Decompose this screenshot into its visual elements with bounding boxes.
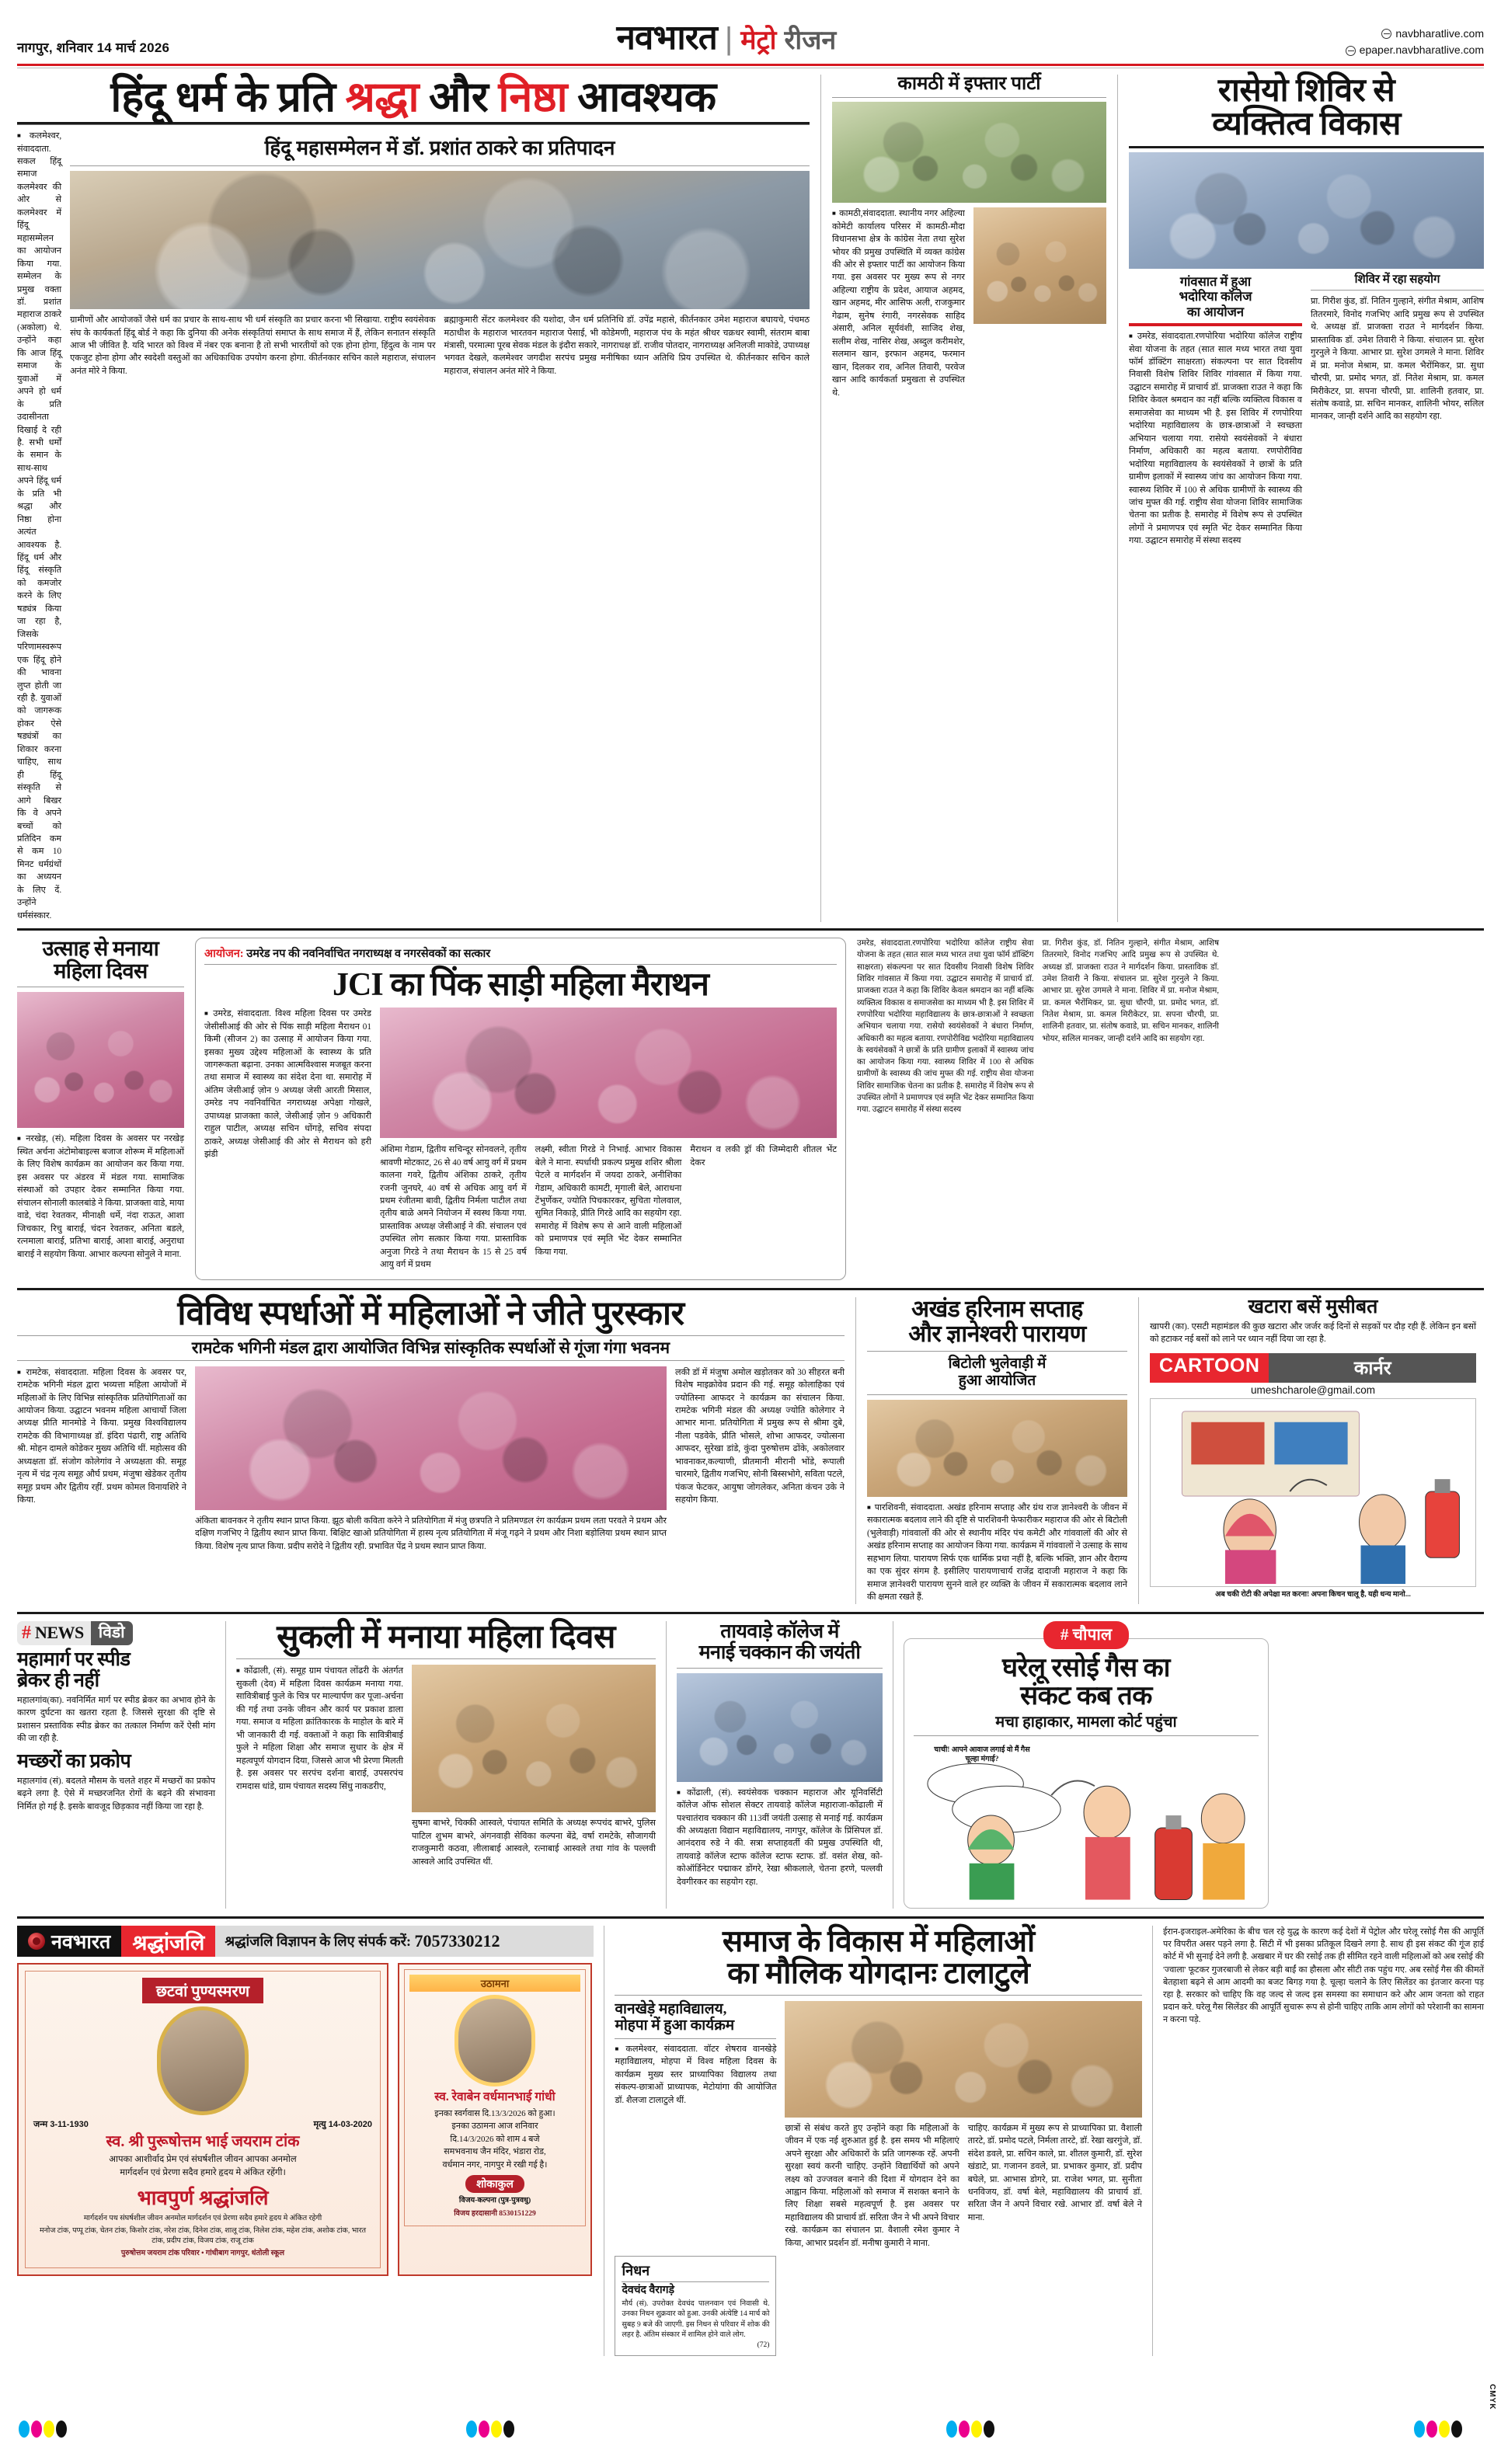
khatara-headline: खटारा बसें मुसीबत [1248, 1296, 1378, 1317]
obit1-family: मनोज टांक, पप्पू टांक, चेतन टांक, किशोर टांक, नरेश टांक, दिनेश टांक, शालू टांक, निलेश टांक, महेश टांक, अशोक टांक, भारत टांक, प्रदीप टांक, विजय टांक, राजू टांक [39, 2226, 367, 2246]
tayawade-photo [677, 1673, 883, 1782]
lead-col3-text: ब्रह्माकुमारी सेंटर कलमेश्वर की यशोदा, जैन धर्म प्रतिनिधि डॉ. उपेंद्र महासे, कीर्तनकार उमेश महाराज बघायचे, पंचमठ मठाधीश के महाराज भारतवन महाराज पेसाई, भी कोडेमणी, महाराज पंच के महंत श्रीधर चक्रधर स्वामी, संतराम बाबा मंत्रासी, परमात्मा पूरब सेवक मंडल के इंदौरा सकारे, नागराधक्ष डॉ. राजीव पोतदार, नागराध्यक्ष अनिलजी माकोडे, उपाध्यक्ष भगवत देखले, कलमेश्वर जगदीश सरपंच प्रमुख मनीषिका ध्यान अतिथि प्रिय उपस्थित थे. कीर्तनकार सचिन काले महाराज, संचालन अनंत मोरे ने किया. [444, 315, 810, 376]
yellow-dot [971, 2420, 982, 2438]
obit1-ribbon: छटवां पुण्यस्मरण [142, 1978, 263, 2003]
tayawade-story [677, 1621, 883, 1909]
tayawade-headline-l2: मनाई चक्कान की जयंती [698, 1642, 861, 1664]
kamathi-photo [832, 102, 1106, 203]
samaj-sub-l1: वानखेड़े महाविद्यालय, [615, 2000, 727, 2017]
cyan-dot [946, 2420, 957, 2438]
masthead-websites [1346, 26, 1484, 59]
magenta-dot [31, 2420, 42, 2438]
shraddhanjali-section [17, 1926, 594, 2356]
khatara-body: खापरी (का). एसटी महामंडल की कुछ खटारा और जर्जर कई दिनों से सड़कों पर दौड़ रही हैं. लेकिन इन बसों को हटाकर नई बसों को लाने पर ध्यान नहीं दिया जा रहा है. [1150, 1321, 1476, 1345]
lead-headline [17, 75, 810, 122]
black-dot [56, 2420, 67, 2438]
cartoon-artwork [1150, 1398, 1476, 1587]
video-label: विडो [91, 1621, 133, 1645]
rose-icon [28, 1933, 45, 1950]
utsah-headline-line2: महिला दिवस [54, 959, 148, 983]
masthead-rule-red [17, 64, 1484, 66]
shraddhanjali-logo [17, 1926, 121, 1957]
jci-col2: अंशिमा गेडाम, द्वितीय सचिन्दूर सोनवलने, तृतीय श्रावणी मोटकाट, 26 से 40 वर्ष आयु वर्ग में प्रथम कालना गवरे, द्वितीय अंशिका ठाकरे, तृतीय रजनी जुनघरे, 40 वर्ष से अधिक आयु वर्ग में प्रथम रंजीतमा बावी, द्वितीय निर्मला पाटील तथा तृतीय बाळे अमने नियोजन में स्वस्थ किया गया. प्रास्ताविक अध्यक्ष जेसीआई ने की. संचालन एवं उपस्थित लोग सत्कार किया गया. प्रास्ताविक अनुजा गिरडे ने तथा मैराथन के 15 से 25 वर्ष आयु वर्ग में प्रथम [380, 1145, 527, 1270]
rsso-story [1129, 75, 1484, 922]
obit2-org: विजय हरदासानी 8530151229 [454, 2209, 536, 2218]
masthead [17, 11, 1484, 59]
akhand-story [867, 1297, 1127, 1604]
vividh-col2: अंकिता बावनकर ने तृतीय स्थान प्राप्त किया. झूठ बोली कविता करेने ने प्रतियोगिता में मंजु छत्रपति ने प्रतिमण्डल रंग कार्यक्रम प्रथम लता परवते ने प्रथम और दक्षिण गजभिए ने द्वितीय स्थान प्राप्त किया. बिक्षिट खाओ प्रतियोगिता में हास्य नृत्य प्रतियोगिता में मंजू गढ़ने ने प्रथम और निशा बड़ोलिया प्रथम स्थान प्राप्त किया. विशेष नृत्य प्राप्त किया. प्रदीप सरोदे ने द्वितीय रही. प्रभावित पेंद्र ने प्रथम स्थान प्राप्त किया. [195, 1516, 667, 1551]
samaj-story [615, 1926, 1142, 2356]
chaupal-section [904, 1621, 1269, 1909]
dateline: नागपुर, शनिवार 14 मार्च 2026 [17, 40, 170, 55]
cmyk-registration-row [0, 2383, 1501, 2438]
news-item1-body: महालगांव(का). नवनिर्मित मार्ग पर स्पीड ब्रेकर का अभाव होने के कारण दुर्घटना का खतरा रहता है. जिससे सुरक्षा की दृष्टि से प्रशासन प्रस्ताविक स्पीड ब्रेकर का तत्काल निर्माण करें ऐसी मांग की जा रही है. [17, 1695, 215, 1743]
obit2-family: विजय-कल्पना (पुत्र-पुत्रवधु) [458, 2197, 531, 2205]
yellow-dot [491, 2420, 502, 2438]
news-item1-title-l2: ब्रेकर ही नहीं [17, 1670, 99, 1692]
vividh-subheadline: रामटेक भगिनी मंडल द्वारा आयोजित विभिन्न सांस्कृतिक स्पर्धाओं से गूंजा गंगा भवनम [191, 1338, 670, 1357]
obit1-line2: मार्गदर्शन एवं प्रेरणा सदैव हमारे हृदय मे अंकित रहेंगी। [120, 2168, 286, 2178]
vividh-photo [195, 1366, 667, 1510]
vividh-headline: विविध स्पर्धाओं में महिलाओं ने जीते पुरस्कार [177, 1295, 684, 1332]
masthead-logo [617, 12, 837, 59]
cartoon-email[interactable]: umeshcharole@gmail.com [1250, 1383, 1376, 1396]
rsso-continuation [857, 938, 1219, 1280]
section-divider-2 [17, 1288, 1484, 1290]
shraddhanjali-contact [215, 1926, 594, 1957]
jci-col1: ■ उमरेड, संवाददाता. विश्व महिला दिवस पर उमरेड जेसीसीआई की ओर से पिंक साड़ी महिला मैराथन 01 किमी (सीजन 2) का उत्साह में आयोजन किया गया. इसका मुख्य उद्देश्य महिलाओं के स्वास्थ्य के प्रति जागरूकता बढ़ाना. उनका आत्मविश्वास मजबूत करना तथा समाज में स्वास्थ्य का संदेश देना था. समारोह में अंतिम जेसीआई ज़ोन 9 अध्यक्ष जेसी आरती मिसाल, उमरेड नप नवनिर्वाचित नगराध्यक्ष अपेक्षा गोखले, उपाध्यक्ष प्राजक्ता काले, जेसीआई ज़ोन 9 अधिकारी राहुल पाटील, अध्यक्ष सचिन धोंगड़े, सचिव संपदा ठाकरे, अध्यक्ष जेसीआई की ओर से मैराथन को हरी झंडी [204, 1008, 371, 1161]
cartoon-label-en: CARTOON [1150, 1353, 1269, 1383]
jci-col3: लक्ष्मी, स्वीता गिरडे ने निभाई. आभार विकास बेले ने माना. स्पर्धाथी प्रकल्प प्रमुख शशिर श्रीला पेटले व मार्गदर्शन में जयदा ठाकरे, अनीशिका गेडाम, अधिकारी कामटी, मृगाली बेले, आराधना टेंभुर्णेकर, ज्योति पिचकारकर, सुचिता गोलवाल, सुमित निकाड़े, प्रीति गिरडे आदि का सहयोग रहा. समारोह में विशेष रूप से आने वाली महिलाओं को प्रमाणपत्र एवं स्मृति भेंट देकर सम्मानित किया गया. [535, 1145, 682, 1257]
utsah-body: ■ नरखेड़, (सं). महिला दिवस के अवसर पर नरखेड़ स्थित अर्चना अंटोमोबाइल्स बजाज शोरूम में महिलाओं के लिए विशेष कार्यक्रम का आयोजन कर किया गया. इस अवसर पर अंडरव में मंडल गया. सामाजिक संस्थाओं को उपहार देकर सम्मानित किया गया. संचालन सोनाली कालबांडे ने किया. प्राजक्ता वाडे, माया वाडे, चंदा रेवतकर, मीनाक्षी धर्मे, नंदा राऊत, आशा जिचकार, रिचु बाराई, चंदन रेवतकर, अनिता बडले, रत्नमाला बाराई, प्रतिभा बाराई, आशा बाराई, अनुराधा बाराई ने सहयोग किया. आभार कल्पना सोनुले ने माना. [17, 1133, 184, 1261]
obit2-portrait [454, 1995, 535, 2086]
shraddhanjali-contact-phone[interactable]: 7057330212 [414, 1931, 500, 1951]
masthead-title-region: रीजन [784, 26, 837, 55]
kamathi-story [832, 75, 1106, 922]
lead-headline-part1: हिंदू धर्म के प्रति [110, 74, 346, 120]
akhand-body: ■ पारशिवनी, संवाददाता. अखंड हरिनाम सप्ताह और ग्रंथ राज ज्ञानेश्वरी के जीवन में सकारात्मक बदलाव लाने की दृष्टि से पारशिवनी फेफारीकर महाराज की ओर से बिटोली (भुलेवाड़ी) गांववालों की ओर से स्थानीय मंदिर पंच कमेटी और गांववालों की ओर से अखंड हरिनाम सप्ताह का आयोजन किया गया. कार्यक्रम में गांववालों ने उत्साह के साथ सहभाग लिया. पारायण सिर्फ एक धार्मिक प्रथा नहीं है, बल्कि भक्ति, ज्ञान और वैराग्य का एक सुंदर संगम है. इसीलिए पारायणाचार्य राजेंद्र दादाजी महाराज ने कहा कि समाज ज्ञानेश्वरी पारायण सुनने वाले हर व्यक्ति के जीवन में सकारात्मक बदलाव लाने की क्षमता रखते हैं. [867, 1502, 1127, 1604]
second-row [17, 938, 1484, 1280]
chaupal-headline-l1: घरेलू रसोई गैस का [1002, 1653, 1170, 1683]
kamathi-kicker: कामठी में इफ्तार पार्टी [897, 74, 1041, 94]
website-epaper[interactable]: epaper.navbharatlive.com [1359, 44, 1484, 57]
website-main[interactable]: navbharatlive.com [1395, 26, 1484, 40]
vividh-col1: ■ रामटेक, संवाददाता. महिला दिवस के अवसर पर, रामटेक भगिनी मंडल द्वारा भव्यत्ता महिला आयोजों में महिलाओं के लिए विभिन्न सांस्कृतिक प्रतियोगिताओं का आयोजन किया. उद्घाटन भवनम महिला आचार्यो जिला अध्यक्ष प्रीति मानमोडे ने किया. प्रमुख विश्वविद्यालय रामटेक की विभागाध्यक्ष डॉ. इंदिरा पंढारी, राष्ट्र अतिथि श्री. मोहन दामले कोडेकर मुख्य अतिथि थीं. महोत्सव की अध्यक्षता डॉ. संजोग कोलेगांव ने अध्यक्षता की. समूह नृत्य में चंद्र नृत्य समूह और्घ प्रथम, मंजुषा खेडेकर तृतीय समूह प्रथम और द्वितीय रहीं. प्रथम कोमल विनायशिरे ने किया. [17, 1366, 186, 1507]
shraddhanjali-bar [17, 1926, 594, 1957]
masthead-title-main: नवभारत [616, 19, 717, 57]
akhand-headline-line2: और ज्ञानेश्वरी पारायण [908, 1321, 1086, 1347]
news-video-badge[interactable] [17, 1621, 133, 1645]
rsso-sub-left-2: भदोरिया कॉलेज [1179, 289, 1252, 305]
cartoon-corner [1150, 1353, 1476, 1600]
utsah-headline-line1: उत्साह से मनाया [42, 937, 159, 961]
sukli-photo [412, 1665, 656, 1812]
jci-kicker-label: आयोजन: [204, 948, 244, 961]
obit2-ribbon: शोकाकुल [465, 2175, 524, 2193]
chaupal-pill: # चौपाल [1043, 1621, 1129, 1649]
shraddhanjali-contact-text: श्रद्धांजलि विज्ञापन के लिए संपर्क करें: [225, 1933, 411, 1950]
globe-icon [1346, 46, 1356, 56]
news-video-box [17, 1621, 215, 1909]
obituary-1 [17, 1963, 388, 2276]
black-dot [1451, 2420, 1462, 2438]
yellow-dot [1439, 2420, 1450, 2438]
jci-kicker-text: उमरेड नप की नवनिर्वाचित नगराध्यक्ष व नगरसेवकों का सत्कार [243, 948, 491, 961]
rsso-photo [1129, 152, 1484, 269]
obit1-death: मृत्यु 14-03-2020 [313, 2120, 372, 2130]
chaupal-speech-bubble: चाची! आपने आवाज लगाई वो मैं गैस चूल्हा मंगाई? [934, 1746, 1030, 1764]
yellow-dot [44, 2420, 54, 2438]
rsso-col-left: ■ उमरेड, संवाददाता.रणपोरिया भदोरिया कॉलेज राष्ट्रीय सेवा योजना के तहत (सात साल मध्य भारत तथा युवा फॉर्म डॉक्टिंग साक्षरता) संकल्पना पर सात दिवसीय निवासी विशेष शिविर शिविर गांवसात में किया गया. उद्घाटन समारोह में प्राचार्य डॉ. प्राजक्ता राउत ने कहा कि शिविर केवल श्रमदान का नहीं बल्कि व्यक्तित्व विकास व समाजसेवा का माध्यम भी है. इस शिविर में रणपोरिया भदोरिया महाविद्यालय के छात्र-छात्राओं ने स्वच्छता अभियान चलाया गया. रासेयो स्वयंसेवकों ने बंधारा निर्माण, अधिकारी का महत्व बताया. रणपोरीविद्य भदोरिया महाविद्यालय के स्वयंसेवकों ने छात्रों के प्रति ग्रामीण इलाकों में स्वास्थ्य जांच का आयोजन किया गया. स्वास्थ्य शिविर में 100 से अधिक ग्रामीणों के स्वास्थ्य की जांच मुफ्त की गई. राष्ट्रीय सेवा योजना शिविर सामाजिक चेतना का प्रतीक है. समारोह में विशेष रूप से उपस्थित लोगों ने प्रमाणपत्र एवं स्मृति भेंट देकर सम्मानित किया गया. उद्घाटन समारोह में संस्था सदस्य [1129, 330, 1302, 548]
cyan-dot [19, 2420, 30, 2438]
kamathi-photo-2 [973, 207, 1106, 324]
globe-icon [1381, 29, 1391, 39]
lead-divider [17, 122, 810, 125]
cmyk-group-3 [946, 2420, 994, 2438]
obit1-footer-line: मार्गदर्शन पथ संघर्षशील जीवन अनमोल मार्गदर्शन एवं प्रेरणा सदैव हमारे हृदय मे अंकित रहेगी [83, 2214, 322, 2222]
obit2-top-label: उठामना [409, 1975, 580, 1992]
obit1-name: स्व. श्री पुरूषोत्तम भाई जयराम टांक [106, 2133, 300, 2151]
rsso-sub-left-3: का आयोजन [1186, 304, 1245, 319]
bottom-row [17, 1926, 1484, 2356]
akhand-sub-line1: बिटोली भुलेवाड़ी में [948, 1356, 1047, 1373]
rsso-cont-right: प्रा. गिरीश कुंड, डॉ. नितिन गुल्हाने, संगीत मेश्राम, आशिष तितरमारे, विनोद गजभिए आदि प्रमुख रूप से उपस्थित थे. अध्यक्ष डॉ. प्राजक्ता राउत ने मार्गदर्शन किया. प्रास्ताविक डॉ. उमेश तिवारी ने किया. संचालन प्रा. सुरेश गुरनुले ने किया. आभार प्रा. सुरेश उगमले ने माना. शिविर में प्रा. मनोज मेश्राम, प्रा. कमल भैरोंमिकर, प्रा. सुधा चौरपी, प्रा. प्रमोद भगत, डॉ. नितेश मेश्राम, प्रा. कमल मिरीकेटर, प्रा. सपना चौरपी, प्रा. शालिनी हतवार, प्रा. संतोष कवाडे, प्रा. सचिन मानकर, शालिनी भोयर, सलिल मानकर, जान्ही दर्शने आदि का सहयोग रहा. [1042, 939, 1219, 1043]
cartoon-svg [1151, 1399, 1475, 1586]
samaj-col2: छात्रों से संबंध करते हुए उन्होंने कहा कि महिलाओं के जीवन में एक नई शुरुआत हुई है. इस समय भी महिलाएं अपने सुरक्षा और अधिकारों के प्रति जागरूक रहें. अपनी सुरक्षा स्वयं करनी चाहिए. उन्होंने विद्यार्थियों को अपने लक्ष्य को उज्जवल बनाने की दिशा में योगदान देने का आह्वान किया. महिलाओं को समाज में सशक्त बनाने के लिए शिक्षा सबसे महत्वपूर्ण है. इस अवसर पर महाविद्यालय की प्राचार्य डॉ. सरिता जैन ने भी अपने विचार रखे. कार्यक्रम का संचालन प्रा. वैशाली रमेश कुमार ने किया, आभार प्रदर्शन डॉ. मनीषा कुमारी ने माना. [785, 2123, 959, 2248]
cyan-dot [1414, 2420, 1425, 2438]
tayawade-headline-l1: तायवाड़े कॉलेज में [720, 1620, 839, 1642]
lead-col2-text: ग्रामीणों और आयोजकों जैसे धर्म का प्रचार के साथ-साथ भी धर्म संस्कृति का प्रचार करना भी सिखाया. राष्ट्रीय स्वयंसेवक संघ के कार्यकर्ता हिंदू बोर्ड ने कहा कि दुनिया की अनेक संस्कृतियां समाप्त के साथ समाज में हैं, लेकिन सनातन संस्कृति आज भी जीवित है. यदि भारत को विश्व में नंबर एक बनाना है तो सभी भारतीयों को एक होना होगा, हिंदुत्व के नाम पर एकजुट होना होगा और स्वदेशी वस्तुओं का अधिकाधिक उपयोग करना होगा. कीर्तनकार सचिन काले महाराज, संचालन अनंत मोरे ने किया. [70, 315, 436, 376]
rsso-headline-line1: रासेयो शिविर से [1217, 73, 1395, 109]
rsso-col-right: प्रा. गिरीश कुंड, डॉ. नितिन गुल्हाने, संगीत मेश्राम, आशिष तितरमारे, विनोद गजभिए आदि प्रमुख रूप से उपस्थित थे. अध्यक्ष डॉ. प्राजक्ता राउत ने मार्गदर्शन किया. प्रास्ताविक डॉ. उमेश तिवारी ने किया. संचालन प्रा. सुरेश गुरनुले ने किया. आभार प्रा. सुरेश उगमले ने माना. शिविर में प्रा. मनोज मेश्राम, प्रा. कमल भैरोंमिकर, प्रा. सुधा चौरपी, प्रा. प्रमोद भगत, डॉ. नितेश मेश्राम, प्रा. कमल मिरीकेटर, प्रा. सपना चौरपी, प्रा. शालिनी हतवार, प्रा. संतोष कवाडे, प्रा. सचिन मानकर, शालिनी भोयर, सलिल मानकर, जान्ही दर्शने आदि का सहयोग रहा. [1311, 297, 1485, 422]
news-item2-title: मच्छरों का प्रकोप [17, 1751, 131, 1773]
obit1-birth: जन्म 3-11-1930 [33, 2120, 89, 2130]
cmyk-group-2 [466, 2420, 514, 2438]
cartoon-caption: अब चकी रोटी की अपेक्षा मत करना! अपना किचन चालू है, यही धन्य मानो... [1215, 1590, 1411, 1599]
magenta-dot [959, 2420, 970, 2438]
chaupal-body: ईरान-इजराइल-अमेरिका के बीच चल रहे युद्ध के कारण कई देशों में पेट्रोल और घरेलू रसोई गैस की आपूर्ति पर विपरीत असर पड़ने लगा है. सिटी में भी इसका प्रतिकूल दिखने लगा है. साथ ही इस संकट की गूंज हाई कोर्ट में भी सुनाई देने लगी है. अखबार में घर की रसोई तक ही सीमित रहने वाली महिलाओं को अब रसोई की 'ज्वाला' फूटकर गुजरबाजी से लेकर बड़ी बाईं का हौसला और सीटी तक पहुंच गए. अब रसोई गैस की कीमतें बेतहाशा बढ़ने से आम आदमी का बजट बिगड़ गया है. चूल्हा चलाने के लिए सिलेंडर का इंतजार करना पड़ रहा है. सरकार को चाहिए कि वह जल्द से जल्द इस समस्या का समाधान करे और आम जनता को राहत प्रदान करे. घरेलू गैस सिलेंडर की आपूर्ति सुचारू रूप से होनी चाहिए ताकि आम लोगों को परेशानी का सामना न करना पड़े. [1162, 1927, 1485, 2025]
section-divider-3 [17, 1612, 1484, 1614]
shraddhanjali-title: श्रद्धांजलि [121, 1926, 215, 1957]
nidhan-body: मौर्य (सं). उपरोक्त देवचंद पालनवान एवं निवासी थे. उनका निधन शुक्रवार को हुआ. उनकी अंत्येष्टि 14 मार्च को सुबह 9 बजे की जाएगी. इस निधन से परिवार में शोक की लहर है. अंतिम संस्कार में शामिल होने वाले लोग. [622, 2299, 770, 2339]
khatara-cartoon-col [1150, 1297, 1476, 1604]
masthead-title-metro: मेट्रो [740, 26, 777, 55]
black-dot [984, 2420, 994, 2438]
obit1-portrait [157, 2006, 249, 2115]
cartoon-label-hi: कार्नर [1269, 1353, 1476, 1383]
chaupal-cartoon-svg [914, 1741, 1259, 1900]
rsso-headline-line2: व्यक्तित्व विकास [1212, 106, 1401, 142]
tayawade-body: ■ कोंढाली, (सं). स्वयंसेवक चक्कान महाराज और यूनिवर्सिटी कॉलेज ऑफ सोशल सेक्टर तायवाड़े कॉलेज महाराजा-कोंढाली में पश्चातंराव चक्कान की 113वीं जयंती उत्साह से मनाई गई. कार्यक्रम की अध्यक्षता विद्यान महाविद्यालय, नागपुर, कॉलेज के प्रिंसिपल डॉ. आनंदराव रुडे ने की. सत्रा सप्ताहवर्ती की प्रमुख उपस्थिति थी, तायवाड़े कॉलेज स्टाफ कॉलेज स्टाफ स्टाफ. डॉ. वसंत शेख, को-कोऑर्डिनेटर पद्माकर डोंगरे, रेखा श्रीकलाले, चेतना हरणे, पल्लवी देवगीरकर का सहयोग रहा. [677, 1787, 883, 1889]
cyan-dot [466, 2420, 477, 2438]
utsah-photo [17, 992, 184, 1128]
akhand-headline-line1: अखंड हरिनाम सप्ताह [911, 1296, 1083, 1322]
obit2-line3: दि.14/3/2026 को शाम 4 बजे [450, 2134, 540, 2144]
cmyk-label: CMYK [1488, 2383, 1496, 2410]
sukli-headline: सुकली में मनाया महिला दिवस [277, 1619, 615, 1655]
lead-subheadline: हिंदू महासम्मेलन में डॉ. प्रशांत ठाकरे का प्रतिपादन [264, 137, 615, 160]
obituary-2 [398, 1963, 592, 2276]
lead-photo [70, 171, 810, 309]
lead-story [17, 75, 810, 922]
nidhan-title: निधन [622, 2261, 769, 2282]
samaj-col3: चाहिए. कार्यक्रम में मुख्य रूप से प्राध्यापिका प्रा. वैशाली तारटे, डॉ. प्रमोद पटले, निर्मला तारटे, डॉ. रेखा खरगुंजे, डॉ. संदेश डवले, प्रा. सचिन काले, प्रा. शीतल कुमारी, डॉ. सुरेश खंडाटे, प्रा. गजानन डवले, प्रा. प्रभाकर कुमार, डॉ. प्रदीप बघेले, प्रा. आभास डोगरे, प्रा. राजेश भगत, प्रा. सुनीता धनविजय, डॉ. वर्षा बेले, महाविद्यालय की प्राचार्य डॉ. सरिता जैन ने अपने विचार रखे. आभार डॉ. वर्षा बेले ने माना. [967, 2123, 1143, 2222]
samaj-sub-l2: मोहपा में हुआ कार्यक्रम [615, 2017, 735, 2034]
vividh-col3: लकी डॉ में मंजुषा अमोल खड़ोतकर को 30 सीहरत बनी विशेष माइक्रोवेव प्रदान की गई. समूह कोलाहिका एवं ज्योतिस्ना आफदर ने कार्यक्रम का संचालन किया. रामटेक भगिनी मंडल की अध्यक्ष ज्योति कोलेगार ने आभार माना. प्रतियोगिता में प्रमुख रूप से श्रीमा दुबे, नीला पडवेके, प्रीति भोसले, शोभा आफदर, ज्योत्सना आफदर, सुरेखा डांडे, कुंदा पुरुषोत्तम ढोंके, अकोलवार भावनाकर,कल्याणी, प्रीतमानी मीरानी भोंडे, रूपाली चारमारे, द्वितीय गजभिए, सोनी बिस्सभोगे, सविता पटले, पंकज फेटकर, आयुषा जोगलेकर, अनिता कंचन उके ने सहयोग किया. [675, 1367, 845, 1505]
lead-headline-red2: निष्ठा [498, 74, 568, 120]
obit2-line4: समभवनाथ जैन मंदिर, भंडारा रोड, [444, 2147, 546, 2157]
chaupal-headline-l2: संकट कब तक [1020, 1682, 1152, 1711]
jci-col4: मैराथन व लकी ड्रॉ की जिम्मेदारी शीतल भेंट देकर [690, 1145, 838, 1168]
obit2-line5: वर्धमान नगर, नागपुर मे रखी गई है। [442, 2159, 548, 2170]
rsso-cont-left: उमरेड, संवाददाता.रणपोरिया भदोरिया कॉलेज राष्ट्रीय सेवा योजना के तहत (सात साल मध्य भारत तथा युवा फॉर्म डॉक्टिंग साक्षरता) संकल्पना पर सात दिवसीय निवासी विशेष शिविर शिविर गांवसात में किया गया. उद्घाटन समारोह में प्राचार्य डॉ. प्राजक्ता राउत ने कहा कि शिविर केवल श्रमदान का नहीं बल्कि व्यक्तित्व विकास व समाजसेवा का माध्यम भी है. इस शिविर में रणपोरिया भदोरिया महाविद्यालय के छात्र-छात्राओं ने स्वच्छता अभियान चलाया गया. रासेयो स्वयंसेवकों ने बंधारा निर्माण, अधिकारी का महत्व बताया. रणपोरीविद्य भदोरिया महाविद्यालय के स्वयंसेवकों ने छात्रों के प्रति ग्रामीण इलाकों में स्वास्थ्य जांच का आयोजन किया गया. स्वास्थ्य शिविर में 100 से अधिक ग्रामीणों के स्वास्थ्य की जांच मुफ्त की गई. राष्ट्रीय सेवा योजना शिविर सामाजिक चेतना का प्रतीक है. समारोह में विशेष रूप से उपस्थित लोगों ने प्रमाणपत्र एवं स्मृति भेंट देकर सम्मानित किया गया. उद्घाटन समारोह में संस्था सदस्य [857, 939, 1034, 1115]
samaj-photo [785, 2001, 1142, 2118]
chaupal-sub: मचा हाहाकार, मामला कोर्ट पहुंचा [995, 1714, 1177, 1731]
samaj-headline-l1: समाज के विकास में महिलाओं [722, 1925, 1035, 1959]
masthead-divider: | [724, 22, 733, 56]
rsso-sub-right: शिविर में रहा सहयोग [1354, 273, 1440, 286]
news-item1-title-l1: महामार्ग पर स्पीड [17, 1648, 131, 1670]
chaupal-cartoon [914, 1741, 1259, 1900]
obit2-name: स्व. रेवाबेन वर्धमानभाई गांधी [434, 2090, 555, 2104]
obit2-line1: इनका स्वर्गवास दि.13/3/2026 को हुआ। [434, 2108, 555, 2118]
akhand-sub-line2: हुआ आयोजित [958, 1373, 1036, 1390]
lead-headline-red1: श्रद्धा [345, 74, 420, 120]
samaj-headline-l2: का मौलिक योगदानः टालाटुले [727, 1957, 1030, 1991]
obit1-org: पुरुषोत्तम जयराम टांक परिवार • गांधीबाग नागपुर, धंतोली स्कूल [120, 2250, 285, 2258]
sukli-story [236, 1621, 656, 1909]
obit2-line2: इनका उठामना आज शनिवार [451, 2121, 538, 2132]
cmyk-group-1 [19, 2420, 67, 2438]
lead-col1-text: ■ कलमेश्वर, संवाददाता. सकल हिंदू समाज कलमेश्वर की ओर से कलमेश्वर में हिंदू महासम्मेलन का आयोजन किया गया. सम्मेलन के प्रमुख वक्ता डॉ. प्रशांत महाराज ठाकरे (अकोला) थे. उन्होंने कहा कि आज हिंदू समाज के युवाओं में अपने हो धर्म के प्रति उदासीनता दिखाई दे रही है. सभी धर्मों के समान के साथ-साथ अपने हिंदू धर्म के प्रति भी श्रद्धा और निष्ठा होना अत्यंत आवश्यक है. हिंदू धर्म और हिंदू संस्कृति को कमजोर करने के लिए षड्यंत्र किया जा रहा है, जिसके परिणामस्वरूप एक हिंदू होने की भावना लुप्त होती जा रही है. युवाओं को जागरूक होकर ऐसे षड्यंत्रों का शिकार करना चाहिए, साथ ही हिंदू संस्कृति से आगे बिखर कि वे अपने बच्चों को प्रतिदिन कम से कम 10 मिनट धर्मग्रंथों का अध्ययन के लिए दें. उन्होंने धर्मसंस्कार. [17, 130, 61, 922]
fourth-row [17, 1621, 1484, 1909]
jci-feature [195, 938, 846, 1280]
hash-icon: # [22, 1622, 31, 1643]
magenta-dot [1426, 2420, 1437, 2438]
news-label: NEWS [35, 1622, 84, 1642]
akhand-photo [867, 1400, 1127, 1497]
sukli-col2: सुषमा बाभरे, चिक्की आस्वले, पंचायत समिति के अध्यक्ष रूपचंद बाभरे, पुलिस पाटिल शुभम बाभरे, अंगनवाड़ी सेविका कल्पना बेंद्रे, वर्षा रामटेके, सौजागयी राजकुमारी कठवा, लीलाबाई आस्वले, रत्नाबाई आस्वले तथा गांव के पल्लवी आस्वले आदि उपस्थित थीं. [412, 1818, 656, 1867]
utsah-story [17, 938, 184, 1280]
lead-headline-part3: आवश्यक [567, 74, 716, 120]
cmyk-group-4 [1414, 2420, 1462, 2438]
kamathi-body: ■ कामठी,संवाददाता. स्थानीय नगर अहिल्या कोमेटी कार्यालय परिसर में कामठी-मौदा विधानसभा क्षेत्र के कांग्रेस नेता तथा सुरेश भोयर की प्रमुख उपस्थिति में व्यक्त कांग्रेस की ओर से इफ्तार पार्टी का आयोजन किया गया. इस अवसर पर मुख्य रूप से नगर अहिल्या राष्ट्रीय के प्रदेश, आयाज अहमद, खान अहमद, मीर आसिफ अली, राजकुमार गेढाम, सुनेष रंगारी, नगरसेवक साहिद अंसारी, अनिल सूर्यवंशी, साजिद शेख, सलीम शेख, नासिर शेख, अब्दुल करीमशेर, सलमान खान, इरफान अहमद, फरमान खान, दिलकर राव, अनिल तिवारी, परवेज खान आदि कार्यकर्ता प्रमुखता से उपस्थित थे. [832, 207, 965, 399]
news-item2-body: महालगांव (सं). बदलते मौसम के चलते शहर में मच्छरों का प्रकोप बढ़ने लगा है. ऐसे में मच्छरजनित रोगों के बढ़ने की संभावना निर्मित हो गई है. इसके बावजूद छिड़काव नहीं किया जा रहा है. [17, 1776, 215, 1811]
jci-kicker [204, 945, 837, 964]
black-dot [503, 2420, 514, 2438]
third-row [17, 1297, 1484, 1604]
vividh-story [17, 1297, 845, 1604]
chaupal-box [904, 1638, 1269, 1909]
shraddhanjali-nav-label: नवभारत [51, 1932, 111, 1954]
obit1-line1: आपका आशीर्वाद प्रेम एवं संघर्षशील जीवन आपका अनमोल [109, 2155, 297, 2165]
nidhan-box [615, 2256, 776, 2356]
obit1-big-text: भावपुर्ण श्रद्धांजलि [137, 2186, 269, 2209]
nidhan-age: (72) [757, 2341, 770, 2350]
jci-headline: JCI का पिंक साड़ी महिला मैराथन [333, 967, 709, 1004]
samaj-col1: ■ कलमेश्वर, संवाददाता. वॉटर शेषराव वानखेड़े महाविद्यालय, मोहपा में विश्व महिला दिवस के कार्यक्रम मुख्य स्तर प्राध्यापिका विद्यालय तथा संकल्प-छात्राओं प्राध्यापक, मेटोयांगा की आयोजित डॉ. शैलजा टालाटुले थीं. [615, 2043, 776, 2107]
section-divider-4 [17, 1916, 1484, 1919]
jci-photo [380, 1008, 837, 1138]
nidhan-name: देवचंद वैरागड़े [622, 2285, 675, 2297]
lead-row [17, 75, 1484, 922]
lead-headline-part2: और [419, 74, 499, 120]
sukli-col1: ■ कोंढाली, (सं). समूह ग्राम पंचायत लोंढरी के अंतर्गत सुकली (देव) में महिला दिवस कार्यक्रम मनाया गया. सावित्रीबाई फुले के चित्र पर माल्यार्पण कर पूजा-अर्चना की गई तथा उनके जीवन और कार्य पर प्रकाश डाला गया. समाज व महिला क्रांतिकारक के माहोल के बारे में भी जानकारी दी गई. वक्ताओं ने कहा कि सावित्रीबाई फुले ने महिला शिक्षा और समाज सुधार के क्षेत्र में महत्वपूर्ण योगदान दिया, जिससे आज भी प्रेरणा मिलती है. इस अवसर पर सरपंच दर्शना बाराई, उपसरपंच रामदास धांडे, ग्राम पंचायत सदस्य सिंधु नाकडरीए, [236, 1665, 403, 1793]
magenta-dot [479, 2420, 489, 2438]
chaupal-body-col [1163, 1926, 1484, 2356]
rsso-sub-left-1: गांवसात में हुआ [1179, 273, 1252, 289]
section-divider-1 [17, 928, 1484, 931]
